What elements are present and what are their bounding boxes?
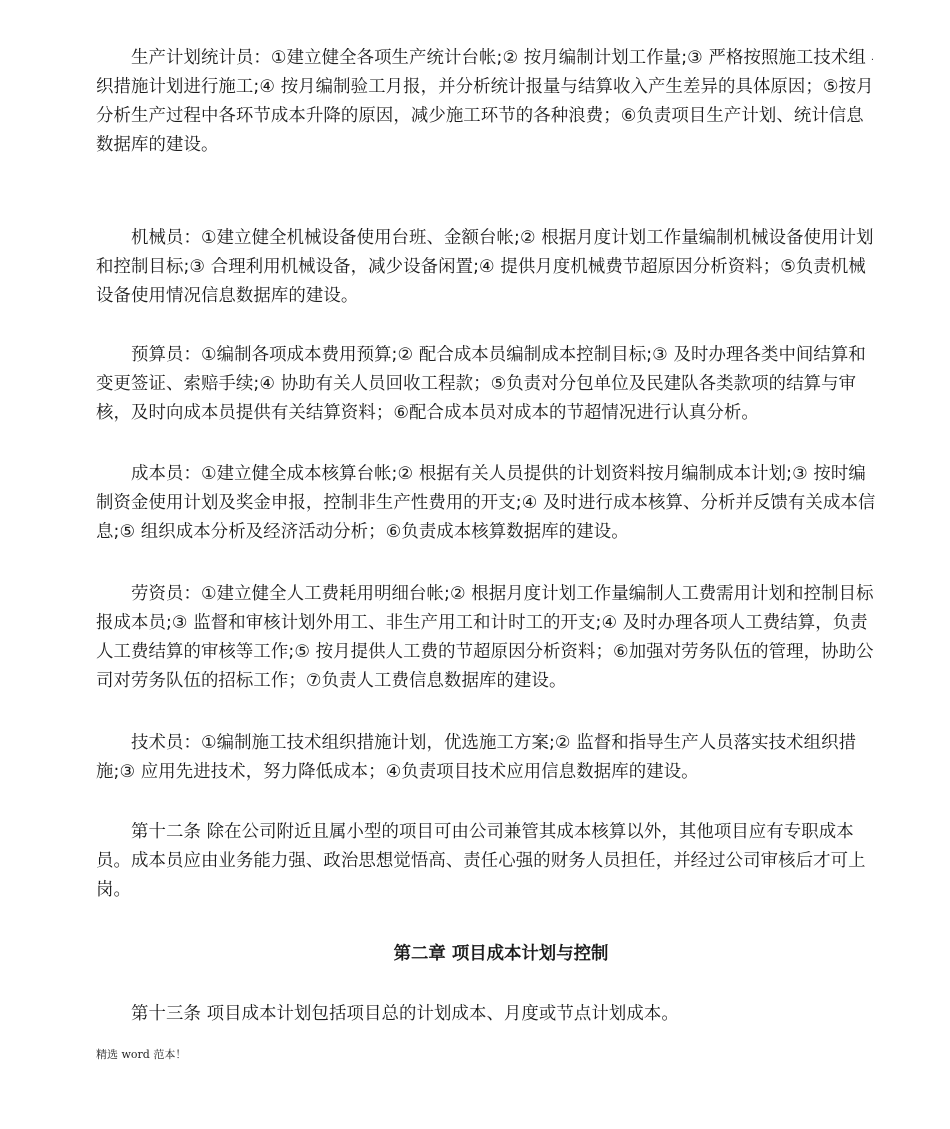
- chapter-heading: 第二章 项目成本计划与控制: [393, 944, 609, 964]
- paragraph-article-13: 第十三条 项目成本计划包括项目总的计划成本、月度或节点计划成本。: [131, 1004, 679, 1024]
- corner-mark: .: [870, 52, 874, 63]
- paragraph-cost-officer: 成本员：①建立健全成本核算台帐;② 根据有关人员提供的计划资料按月编制成本计划;③ 按时编制资金使用计划及奖金申报，控制非生产性费用的开支;④ 及时进行成本核算、分析并反馈有关成本信息;⑤ 组织成本分析及经济活动分析；⑥负责成本核算数据库的建设。: [96, 464, 876, 542]
- paragraph-budget-officer: 预算员：①编制各项成本费用预算;② 配合成本员编制成本控制目标;③ 及时办理各类中间结算和变更签证、索赔手续;④ 协助有关人员回收工程款；⑤负责对分包单位及民建队各类款项的结算与审核，及时向成本员提供有关结算资料；⑥配合成本员对成本的节超情况进行认真分析。: [96, 345, 866, 423]
- paragraph-labor-officer: 劳资员：①建立健全人工费耗用明细台帐;② 根据月度计划工作量编制人工费需用计划和控制目标报成本员;③ 监督和审核计划外用工、非生产用工和计时工的开支;④ 及时办理各项人工费结算，负责人工费结算的审核等工作;⑤ 按月提供人工费的节超原因分析资料；⑥加强对劳务队伍的管理，协助公司对劳务队伍的招标工作；⑦负责人工费信息数据库的建设。: [96, 584, 874, 691]
- paragraph-technician: 技术员：①编制施工技术组织措施计划，优选施工方案;② 监督和指导生产人员落实技术组织措施;③ 应用先进技术，努力降低成本；④负责项目技术应用信息数据库的建设。: [96, 733, 857, 782]
- paragraph-article-12: 第十二条 除在公司附近且属小型的项目可由公司兼管其成本核算以外，其他项目应有专职成本员。成本员应由业务能力强、政治思想觉悟高、责任心强的财务人员担任，并经过公司审核后才可上岗。: [96, 822, 866, 900]
- paragraph-machinery-officer: 机械员：①建立健全机械设备使用台班、金额台帐;② 根据月度计划工作量编制机械设备使用计划和控制目标;③ 合理利用机械设备，减少设备闲置;④ 提供月度机械费节超原因分析资料；⑤负责机械设备使用情况信息数据库的建设。: [96, 228, 874, 306]
- page-footer: 精选 word 范本！: [96, 1048, 187, 1061]
- paragraph-production-statistician: 生产计划统计员：①建立健全各项生产统计台帐;② 按月编制计划工作量;③ 严格按照施工技术组织措施计划进行施工;④ 按月编制验工月报，并分析统计报量与结算收入产生差异的具体原因；⑤按月分析生产过程中各环节成本升降的原因，减少施工环节的各种浪费；⑥负责项目生产计划、统计信息数据库的建设。: [96, 48, 874, 155]
